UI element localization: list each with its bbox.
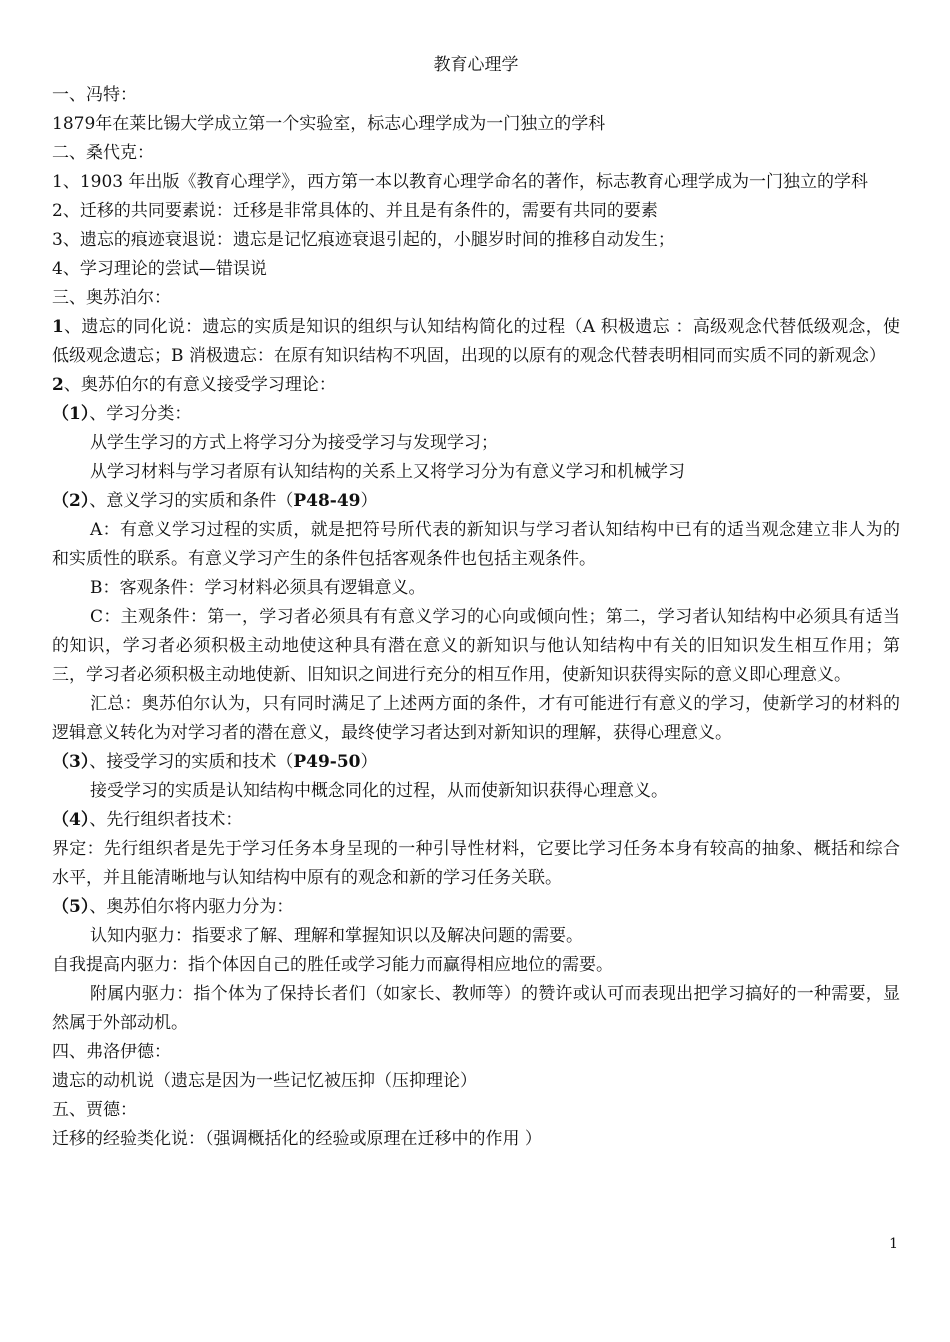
paragraph: 汇总：奥苏伯尔认为，只有同时满足了上述两方面的条件，才有可能进行有意义的学习，使新学习的材料的逻辑意义转化为对学习者的潜在意义，最终使学习者达到对新知识的理解，获得心理意义。 bbox=[52, 694, 900, 743]
item-number: （1） bbox=[52, 404, 90, 424]
paragraph: B：客观条件：学习材料必须具有逻辑意义。 bbox=[90, 578, 426, 598]
item-text: ） bbox=[360, 491, 378, 511]
section-heading: 三、奥苏泊尔： bbox=[52, 288, 171, 308]
paragraph: C：主观条件：第一，学习者必须具有有意义学习的心向或倾向性；第二，学习者认知结构中必须具有适当的知识，学习者必须积极主动地使这种具有潜在意义的新知识与他认知结构中有关的旧知识发生相互作用；第三，学习者必须积极主动地使新、旧知识之间进行充分的相互作用，使新知识获得实际的意义即心理意义。 bbox=[52, 607, 900, 685]
subheading bbox=[52, 893, 900, 922]
subheading bbox=[52, 400, 900, 429]
item-number: （3） bbox=[52, 752, 90, 772]
subheading bbox=[52, 806, 900, 835]
item-text: 、接受学习的实质和技术（ bbox=[89, 752, 294, 772]
paragraph: 从学生学习的方式上将学习分为接受学习与发现学习； bbox=[90, 433, 498, 453]
item-text: 、遗忘的同化说：遗忘的实质是知识的组织与认知结构简化的过程（A 积极遗忘 ：高级观念代替低级观念，使低级观念遗忘；B 消极遗忘：在原有知识结构不巩固，出现的以原有的观念代替表明相同而实质不同的新观念） bbox=[52, 317, 900, 366]
item-text: 、意义学习的实质和条件（ bbox=[89, 491, 294, 511]
paragraph: 2、迁移的共同要素说：迁移是非常具体的、并且是有条件的，需要有共同的要素 bbox=[52, 201, 658, 221]
document-title: 教育心理学 bbox=[433, 55, 519, 75]
item-number: （2） bbox=[52, 491, 90, 511]
section-heading: 四、弗洛伊德： bbox=[52, 1042, 171, 1062]
section-heading: 一、冯特： bbox=[52, 85, 137, 105]
paragraph: 自我提高内驱力：指个体因自己的胜任或学习能力而赢得相应地位的需要。 bbox=[52, 955, 613, 975]
item-number: 2 bbox=[52, 375, 64, 395]
paragraph: A：有意义学习过程的实质，就是把符号所代表的新知识与学习者认知结构中已有的适当观念建立非人为的和实质性的联系。有意义学习产生的条件包括客观条件也包括主观条件。 bbox=[52, 520, 900, 569]
subheading bbox=[52, 748, 900, 777]
item-number: （5） bbox=[52, 897, 90, 917]
page-reference: P49-50 bbox=[293, 752, 361, 772]
item-number: 1 bbox=[52, 317, 64, 337]
paragraph: 4、学习理论的尝试—错误说 bbox=[52, 259, 267, 279]
page-reference: P48-49 bbox=[293, 491, 361, 511]
section-heading: 二、桑代克： bbox=[52, 143, 154, 163]
section-heading: 五、贾德： bbox=[52, 1100, 137, 1120]
item-number: （4） bbox=[52, 810, 90, 830]
document-page bbox=[52, 50, 900, 1154]
item-text: 、学习分类： bbox=[89, 404, 192, 424]
paragraph: 迁移的经验类化说：（强调概括化的经验或原理在迁移中的作用 ） bbox=[52, 1129, 542, 1149]
paragraph: 从学习材料与学习者原有认知结构的关系上又将学习分为有意义学习和机械学习 bbox=[90, 462, 685, 482]
paragraph bbox=[52, 313, 900, 371]
paragraph: 附属内驱力：指个体为了保持长者们（如家长、教师等）的赞许或认可而表现出把学习搞好的一种需要，显然属于外部动机。 bbox=[52, 984, 900, 1033]
item-text: 、奥苏伯尔的有意义接受学习理论： bbox=[63, 375, 336, 395]
paragraph: 1、1903 年出版《教育心理学》，西方第一本以教育心理学命名的著作，标志教育心理学成为一门独立的学科 bbox=[52, 172, 868, 192]
item-text: ） bbox=[360, 752, 378, 772]
paragraph: 接受学习的实质是认知结构中概念同化的过程，从而使新知识获得心理意义。 bbox=[90, 781, 668, 801]
paragraph: 1879年在莱比锡大学成立第一个实验室，标志心理学成为一门独立的学科 bbox=[52, 114, 606, 134]
paragraph bbox=[52, 371, 900, 400]
paragraph: 遗忘的动机说（遗忘是因为一些记忆被压抑（压抑理论） bbox=[52, 1071, 477, 1091]
item-text: 、奥苏伯尔将内驱力分为： bbox=[89, 897, 294, 917]
subheading bbox=[52, 487, 900, 516]
paragraph: 认知内驱力：指要求了解、理解和掌握知识以及解决问题的需要。 bbox=[90, 926, 583, 946]
page-number: 1 bbox=[889, 1236, 898, 1252]
item-text: 、先行组织者技术： bbox=[89, 810, 243, 830]
paragraph: 3、遗忘的痕迹衰退说：遗忘是记忆痕迹衰退引起的，小腿岁时间的推移自动发生； bbox=[52, 230, 675, 250]
paragraph: 界定：先行组织者是先于学习任务本身呈现的一种引导性材料，它要比学习任务本身有较高的抽象、概括和综合水平，并且能清晰地与认知结构中原有的观念和新的学习任务关联。 bbox=[52, 839, 900, 888]
